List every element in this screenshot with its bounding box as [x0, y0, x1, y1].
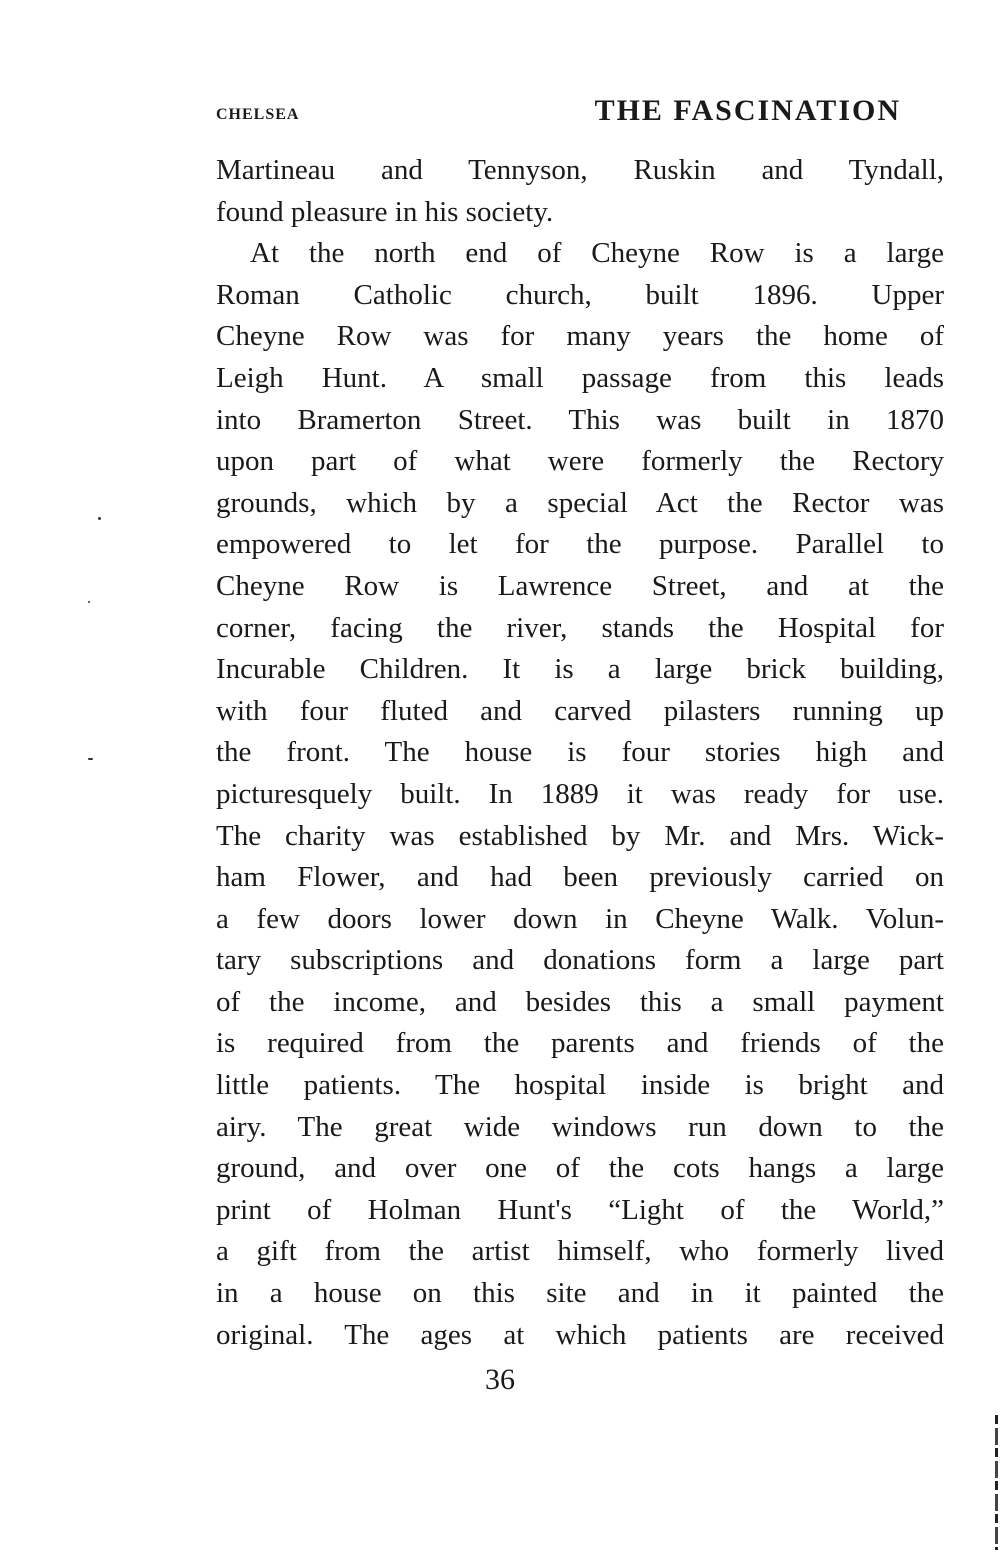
text-line: Cheyne Row was for many years the home of [216, 320, 944, 353]
scan-speck [88, 758, 93, 760]
text-line: tary subscriptions and donations form a large part [216, 944, 944, 977]
text-line: a few doors lower down in Cheyne Walk. Volun- [216, 902, 944, 935]
chapter-title: THE FASCINATION [594, 94, 901, 127]
text-line: airy. The great wide windows run down to the [216, 1110, 944, 1143]
text-line: original. The ages at which patients are received [216, 1318, 944, 1351]
text-line: ground, and over one of the cots hangs a large [216, 1152, 944, 1185]
running-head [216, 94, 901, 134]
section-label: CHELSEA [216, 106, 300, 123]
scan-edge-mark [995, 1415, 998, 1550]
text-line: print of Holman Hunt's “Light of the World,” [216, 1193, 944, 1226]
text-line: Incurable Children. It is a large brick building, [216, 653, 944, 686]
text-line: with four fluted and carved pilasters running up [216, 694, 944, 727]
text-line: upon part of what were formerly the Rectory [216, 445, 944, 478]
text-line: of the income, and besides this a small payment [216, 985, 944, 1018]
text-line: Cheyne Row is Lawrence Street, and at the [216, 569, 944, 602]
body-text [216, 150, 944, 1356]
text-line: little patients. The hospital inside is bright and [216, 1069, 944, 1102]
text-line: found pleasure in his society. [216, 195, 554, 228]
text-line: The charity was established by Mr. and Mrs. Wick- [216, 819, 944, 852]
text-line: corner, facing the river, stands the Hospital for [216, 611, 944, 644]
text-line: grounds, which by a special Act the Rector was [216, 486, 944, 519]
text-line: the front. The house is four stories high and [216, 736, 944, 769]
scan-speck [98, 517, 101, 520]
text-line: Roman Catholic church, built 1896. Upper [216, 278, 944, 311]
text-line: into Bramerton Street. This was built in 1870 [216, 403, 944, 436]
text-line: in a house on this site and in it painted the [216, 1277, 944, 1310]
text-line: Martineau and Tennyson, Ruskin and Tyndall, [216, 154, 944, 186]
text-line: picturesquely built. In 1889 it was ready for use. [216, 777, 944, 810]
text-line: ham Flower, and had been previously carried on [216, 861, 944, 894]
scan-speck [88, 601, 90, 603]
text-line: At the north end of Cheyne Row is a large [250, 237, 944, 270]
text-line: Leigh Hunt. A small passage from this leads [216, 361, 944, 394]
text-line: is required from the parents and friends of the [216, 1027, 944, 1060]
text-line: a gift from the artist himself, who formerly lived [216, 1235, 944, 1268]
text-line: empowered to let for the purpose. Parallel to [216, 528, 944, 561]
page-number: 36 [485, 1363, 515, 1396]
